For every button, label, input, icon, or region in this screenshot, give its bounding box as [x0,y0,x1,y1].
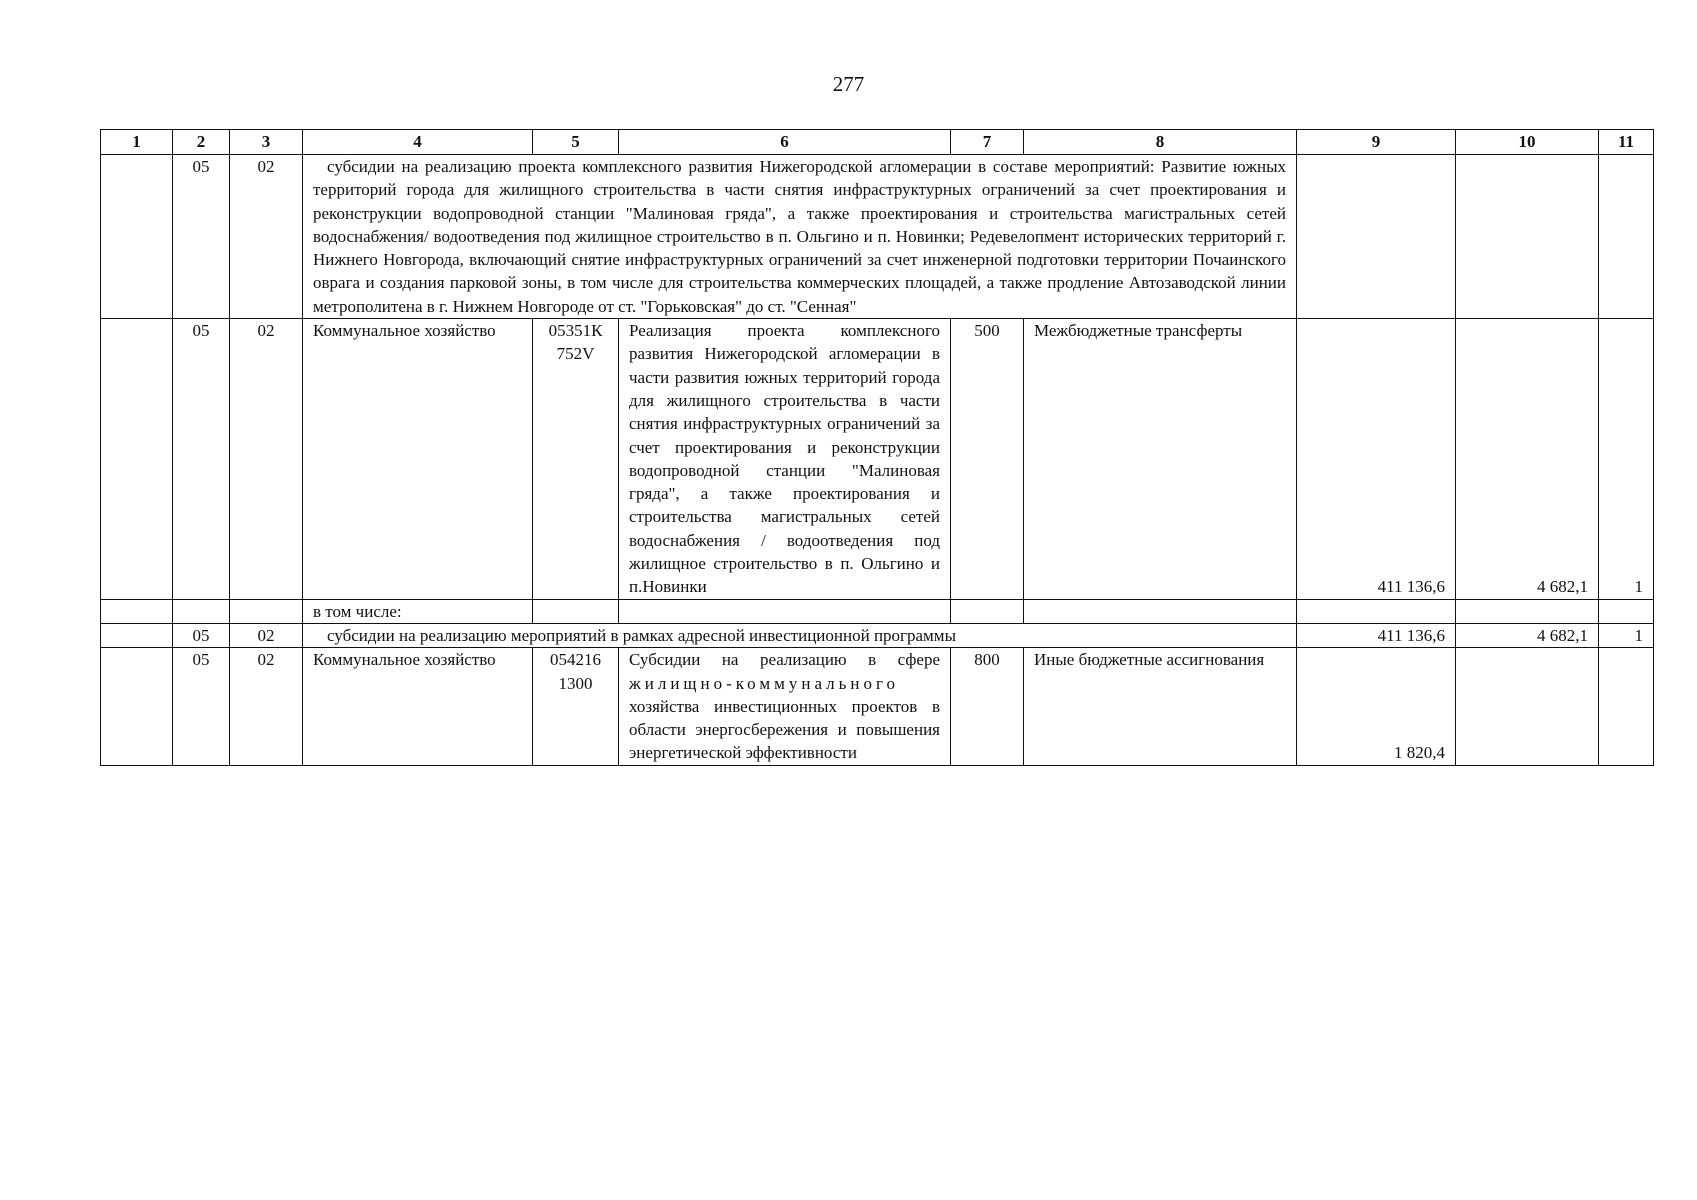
cell-subsidy-description: субсидии на реализацию проекта комплексного развития Нижегородской агломерации в составе мероприятий: Развитие южных территорий города для жилищного строительства в части снятия инфраструктурных ограничений за счет проектирования и реконструкции водопроводной станции "Малиновая гряда", а также проектирования и строительства магистральных сетей водоснабжения/ водоотведения под жилищное строительство в п. Ольгино и п. Новинки; Редевелопмент исторических территорий г. Нижнего Новгорода, включающий снятие инфраструктурных ограничений за счет инженерной подготовки территории Почаинского оврага и создания парковой зоны, в том числе для строительства коммерческих площадей, а также продление Автозаводской линии метрополитена в г. Нижнем Новгороде от ст. "Горьковская" до ст. "Сенная" [303,155,1297,319]
cell-col-10 [1456,648,1599,765]
header-col-1: 1 [101,130,173,155]
cell-col-9 [1297,599,1456,623]
cell-subsection: 02 [230,319,303,600]
target-name-line-1: Субсидии на реализацию в сфере [629,650,940,670]
cell-target-code: 054216 1300 [533,648,619,765]
cell-col-11 [1599,599,1654,623]
cell-col-1 [101,319,173,600]
header-col-10: 10 [1456,130,1599,155]
cell-col-8 [1024,599,1297,623]
cell-amount-9: 411 136,6 [1297,623,1456,647]
header-col-8: 8 [1024,130,1297,155]
cell-subsection: 02 [230,648,303,765]
cell-amount-10: 4 682,1 [1456,623,1599,647]
cell-amount-9: 1 820,4 [1297,648,1456,765]
target-name-line-2: жилищно-коммунального [629,673,900,693]
cell-col-1 [101,599,173,623]
cell-col-11 [1599,648,1654,765]
cell-amount-10: 4 682,1 [1456,319,1599,600]
cell-expense-name: Межбюджетные трансферты [1024,319,1297,600]
cell-target-code: 05351К 752V [533,319,619,600]
cell-amount-9: 411 136,6 [1297,319,1456,600]
header-col-11: 11 [1599,130,1654,155]
table-row [101,319,1654,600]
table-row [101,599,1654,623]
cell-col-11 [1599,155,1654,319]
cell-subsection: 02 [230,623,303,647]
cell-col-1 [101,155,173,319]
cell-col-10 [1456,155,1599,319]
cell-including-label: в том числе: [303,599,533,623]
cell-section-name: Коммунальное хозяйство [303,319,533,600]
budget-table [100,129,1654,766]
cell-col-9 [1297,155,1456,319]
cell-col-5 [533,599,619,623]
header-row [101,130,1654,155]
header-col-9: 9 [1297,130,1456,155]
cell-amount-11: 1 [1599,623,1654,647]
cell-section: 05 [173,623,230,647]
cell-col-2 [173,599,230,623]
header-col-6: 6 [619,130,951,155]
cell-section: 05 [173,155,230,319]
cell-col-6 [619,599,951,623]
cell-section: 05 [173,319,230,600]
target-name-rest: хозяйства инвестиционных проектов в области энергосбережения и повышения энергетической эффективности [629,696,940,763]
table-row [101,155,1654,319]
cell-target-name [619,648,951,765]
cell-expense-name: Иные бюджетные ассигнования [1024,648,1297,765]
header-col-5: 5 [533,130,619,155]
header-col-7: 7 [951,130,1024,155]
cell-subsection: 02 [230,155,303,319]
cell-expense-type: 800 [951,648,1024,765]
cell-section: 05 [173,648,230,765]
cell-target-name: Реализация проекта комплексного развития Нижегородской агломерации в части развития южных территорий города для жилищного строительства в части снятия инфраструктурных ограничений за счет проектирования и реконструкции водопроводной станции "Малиновая гряда", а также проектирования и строительства магистральных сетей водоснабжения / водоотведения под жилищное строительство в п. Ольгино и п.Новинки [619,319,951,600]
cell-section-name: Коммунальное хозяйство [303,648,533,765]
cell-col-3 [230,599,303,623]
table-row [101,623,1654,647]
header-col-2: 2 [173,130,230,155]
header-col-3: 3 [230,130,303,155]
cell-col-7 [951,599,1024,623]
cell-expense-type: 500 [951,319,1024,600]
table-row [101,648,1654,765]
header-col-4: 4 [303,130,533,155]
cell-amount-11: 1 [1599,319,1654,600]
cell-aip-description: субсидии на реализацию мероприятий в рамках адресной инвестиционной программы [303,623,1297,647]
page-number: 277 [832,72,865,96]
cell-col-1 [101,648,173,765]
cell-col-1 [101,623,173,647]
cell-col-10 [1456,599,1599,623]
